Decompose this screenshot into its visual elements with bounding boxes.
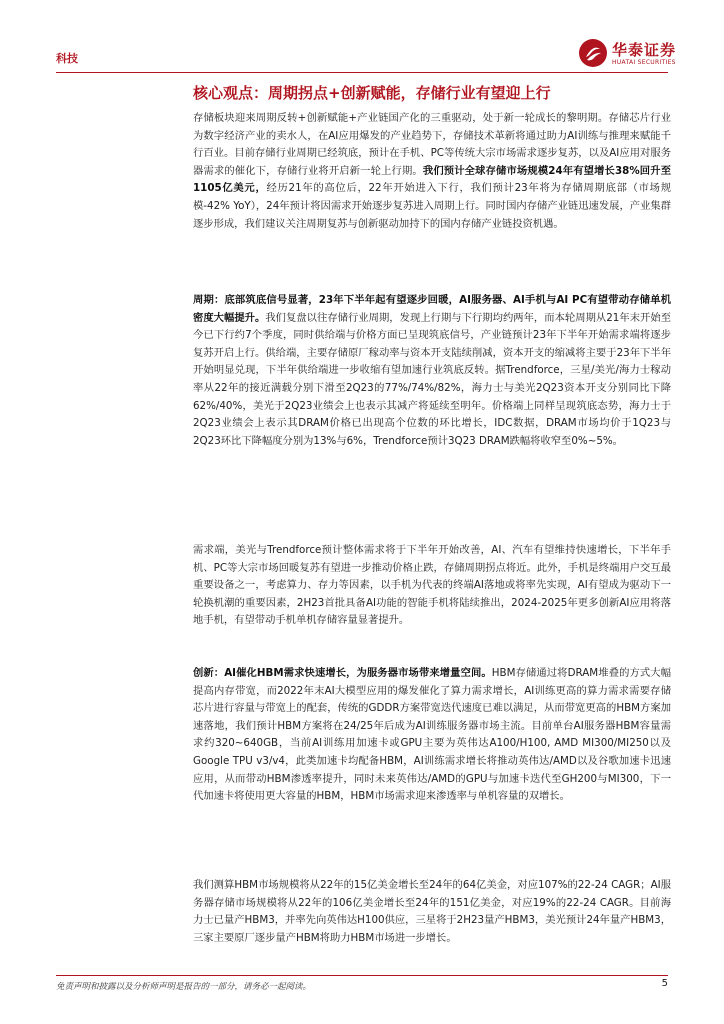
paragraph-text: 经历21年的高位后，22年开始进入下行，我们预计23年将为存储周期底部（市场规模-42% YoY），24年预计将因需求开始逐步复苏进入周期上行。同时国内存储产业链迅速发展，产业集群逐步形成，我们建议关注周期复苏与创新驱动加持下的国内存储产业链投资机遇。 <box>193 182 671 230</box>
logo-text-en: HUATAI SECURITIES <box>612 59 676 66</box>
paragraph-hbm-market <box>193 877 671 947</box>
report-category: 科技 <box>56 52 78 65</box>
footer-disclaimer: 免责声明和披露以及分析师声明是报告的一部分，请务必一起阅读。 <box>56 982 312 992</box>
logo-text-cn: 华泰证券 <box>612 41 677 59</box>
huatai-logo-icon <box>578 38 608 68</box>
paragraph-text: 需求端，美光与Trendforce预计整体需求将于下半年开始改善，AI、汽车有望维持快速增长，下半年手机、PC等大宗市场回暖复苏有望进一步推动价格止跌，存储周期拐点将近。此外，手机是终端用户交互最重要设备之一，考虑算力、存力等因素，以手机为代表的终端AI落地或将率先实现，AI有望成为驱动下一轮换机潮的重要因素，2H23首批具备AI功能的智能手机将陆续推出，2024-2025年更多创新AI应用将落地手机，有望带动手机单机存储容量显著提升。 <box>193 544 671 627</box>
paragraph-text: 存储板块迎来周期反转+创新赋能+产业链国产化的三重驱动，处于新一轮成长的黎明期。存储芯片行业为数字经济产业的卖水人，在AI应用爆发的产业趋势下，存储技术革新将通过助力AI训练与推理来赋能千行百业。目前存储行业周期已经筑底，预计在手机、PC等传统大宗市场需求逐步复苏，以及AI应用对服务器需求的催化下，存储行业将开启新一轮上行期。 <box>193 112 671 177</box>
paragraph-lead: 创新：AI催化HBM需求快速增长，为服务器市场带来增量空间。 <box>193 667 492 679</box>
paragraph-overview <box>193 110 671 233</box>
paragraph-text: 我们复盘以往存储行业周期，发现上行期与下行期均约两年，而本轮周期从21年末开始至今已下行约7个季度，同时供给端与价格方面已呈现筑底信号，产业链预计23年下半年开始需求端将逐步复苏开启上行。供给端，主要存储原厂稼动率与资本开支陆续削减，资本开支的缩减将主要于23年下半年开始明显兑现，下半年供给端进一步收缩有望加速行业筑底反转。据Trendforce，三星/美光/海力士稼动率从22年的接近满载分别下滑至2Q23的77%/74%/82%，海力士与美光2Q23资本开支分别同比下降62%/40%，美光于2Q23业绩会上也表示其减产将延续至明年。价格端上同样呈现筑底态势，海力士于2Q23业绩会上表示其DRAM价格已出现高个位数的环比增长，IDC数据，DRAM市场均价于1Q23与2Q23环比下降幅度分别为13%与6%，Trendforce预计3Q23 DRAM跌幅将收窄至0%~5%。 <box>193 311 672 447</box>
section-title: 核心观点：周期拐点+创新赋能，存储行业有望迎上行 <box>193 84 551 102</box>
page-number: 5 <box>661 978 668 989</box>
huatai-logo <box>578 38 698 72</box>
paragraph-cycle <box>193 292 671 450</box>
footer-divider <box>56 975 668 976</box>
page-header <box>0 0 724 80</box>
paragraph-emphasis: 我们预计全球存储市场规模24年有望增长38%回升至1105亿美元， <box>193 164 671 195</box>
paragraph-text: 我们测算HBM市场规模将从22年的15亿美金增长至24年的64亿美金，对应107%的22-24 CAGR；AI服务器存储市场规模将从22年的106亿美金增长至24年的151亿美金，对应19%的22-24 CAGR。目前海力士已量产HBM3，并率先向英伟达H100供应，三星将于2H23量产HBM3，美光预计24年量产HBM3，三家主要原厂逐步量产HBM将助力HBM市场进一步增长。 <box>193 879 671 944</box>
paragraph-text: HBM存储通过将DRAM堆叠的方式大幅提高内存带宽，而2022年末AI大模型应用的爆发催化了算力需求增长，AI训练更高的算力需求需要存储芯片进行容量与带宽上的配套，传统的GDDR方案带宽迭代速度已难以满足，从而带宽更高的HBM方案加速落地，我们预计HBM方案将在24/25年后成为AI训练服务器市场主流。目前单台AI服务器HBM容量需求约320~640GB，当前AI训练用加速卡或GPU主要为英伟达A100/H100, AMD MI300/MI250以及Google TPU v3/v4，此类加速卡均配备HBM，AI训练需求增长将推动英伟达/AMD以及谷歌加速卡迅速应用，从而带动HBM渗透率提升，同时未来英伟达/AMD的GPU与加速卡迭代至GH200与MI300，下一代加速卡将使用更大容量的HBM，HBM市场需求迎来渗透率与单机容量的双增长。 <box>193 667 671 803</box>
paragraph-lead: 周期：底部筑底信号显著，23年下半年起有望逐步回暖，AI服务器、AI手机与AI PC有望带动存储单机密度大幅提升。 <box>193 294 671 324</box>
header-divider <box>56 72 668 73</box>
paragraph-innovation <box>193 665 671 806</box>
paragraph-demand <box>193 542 671 630</box>
